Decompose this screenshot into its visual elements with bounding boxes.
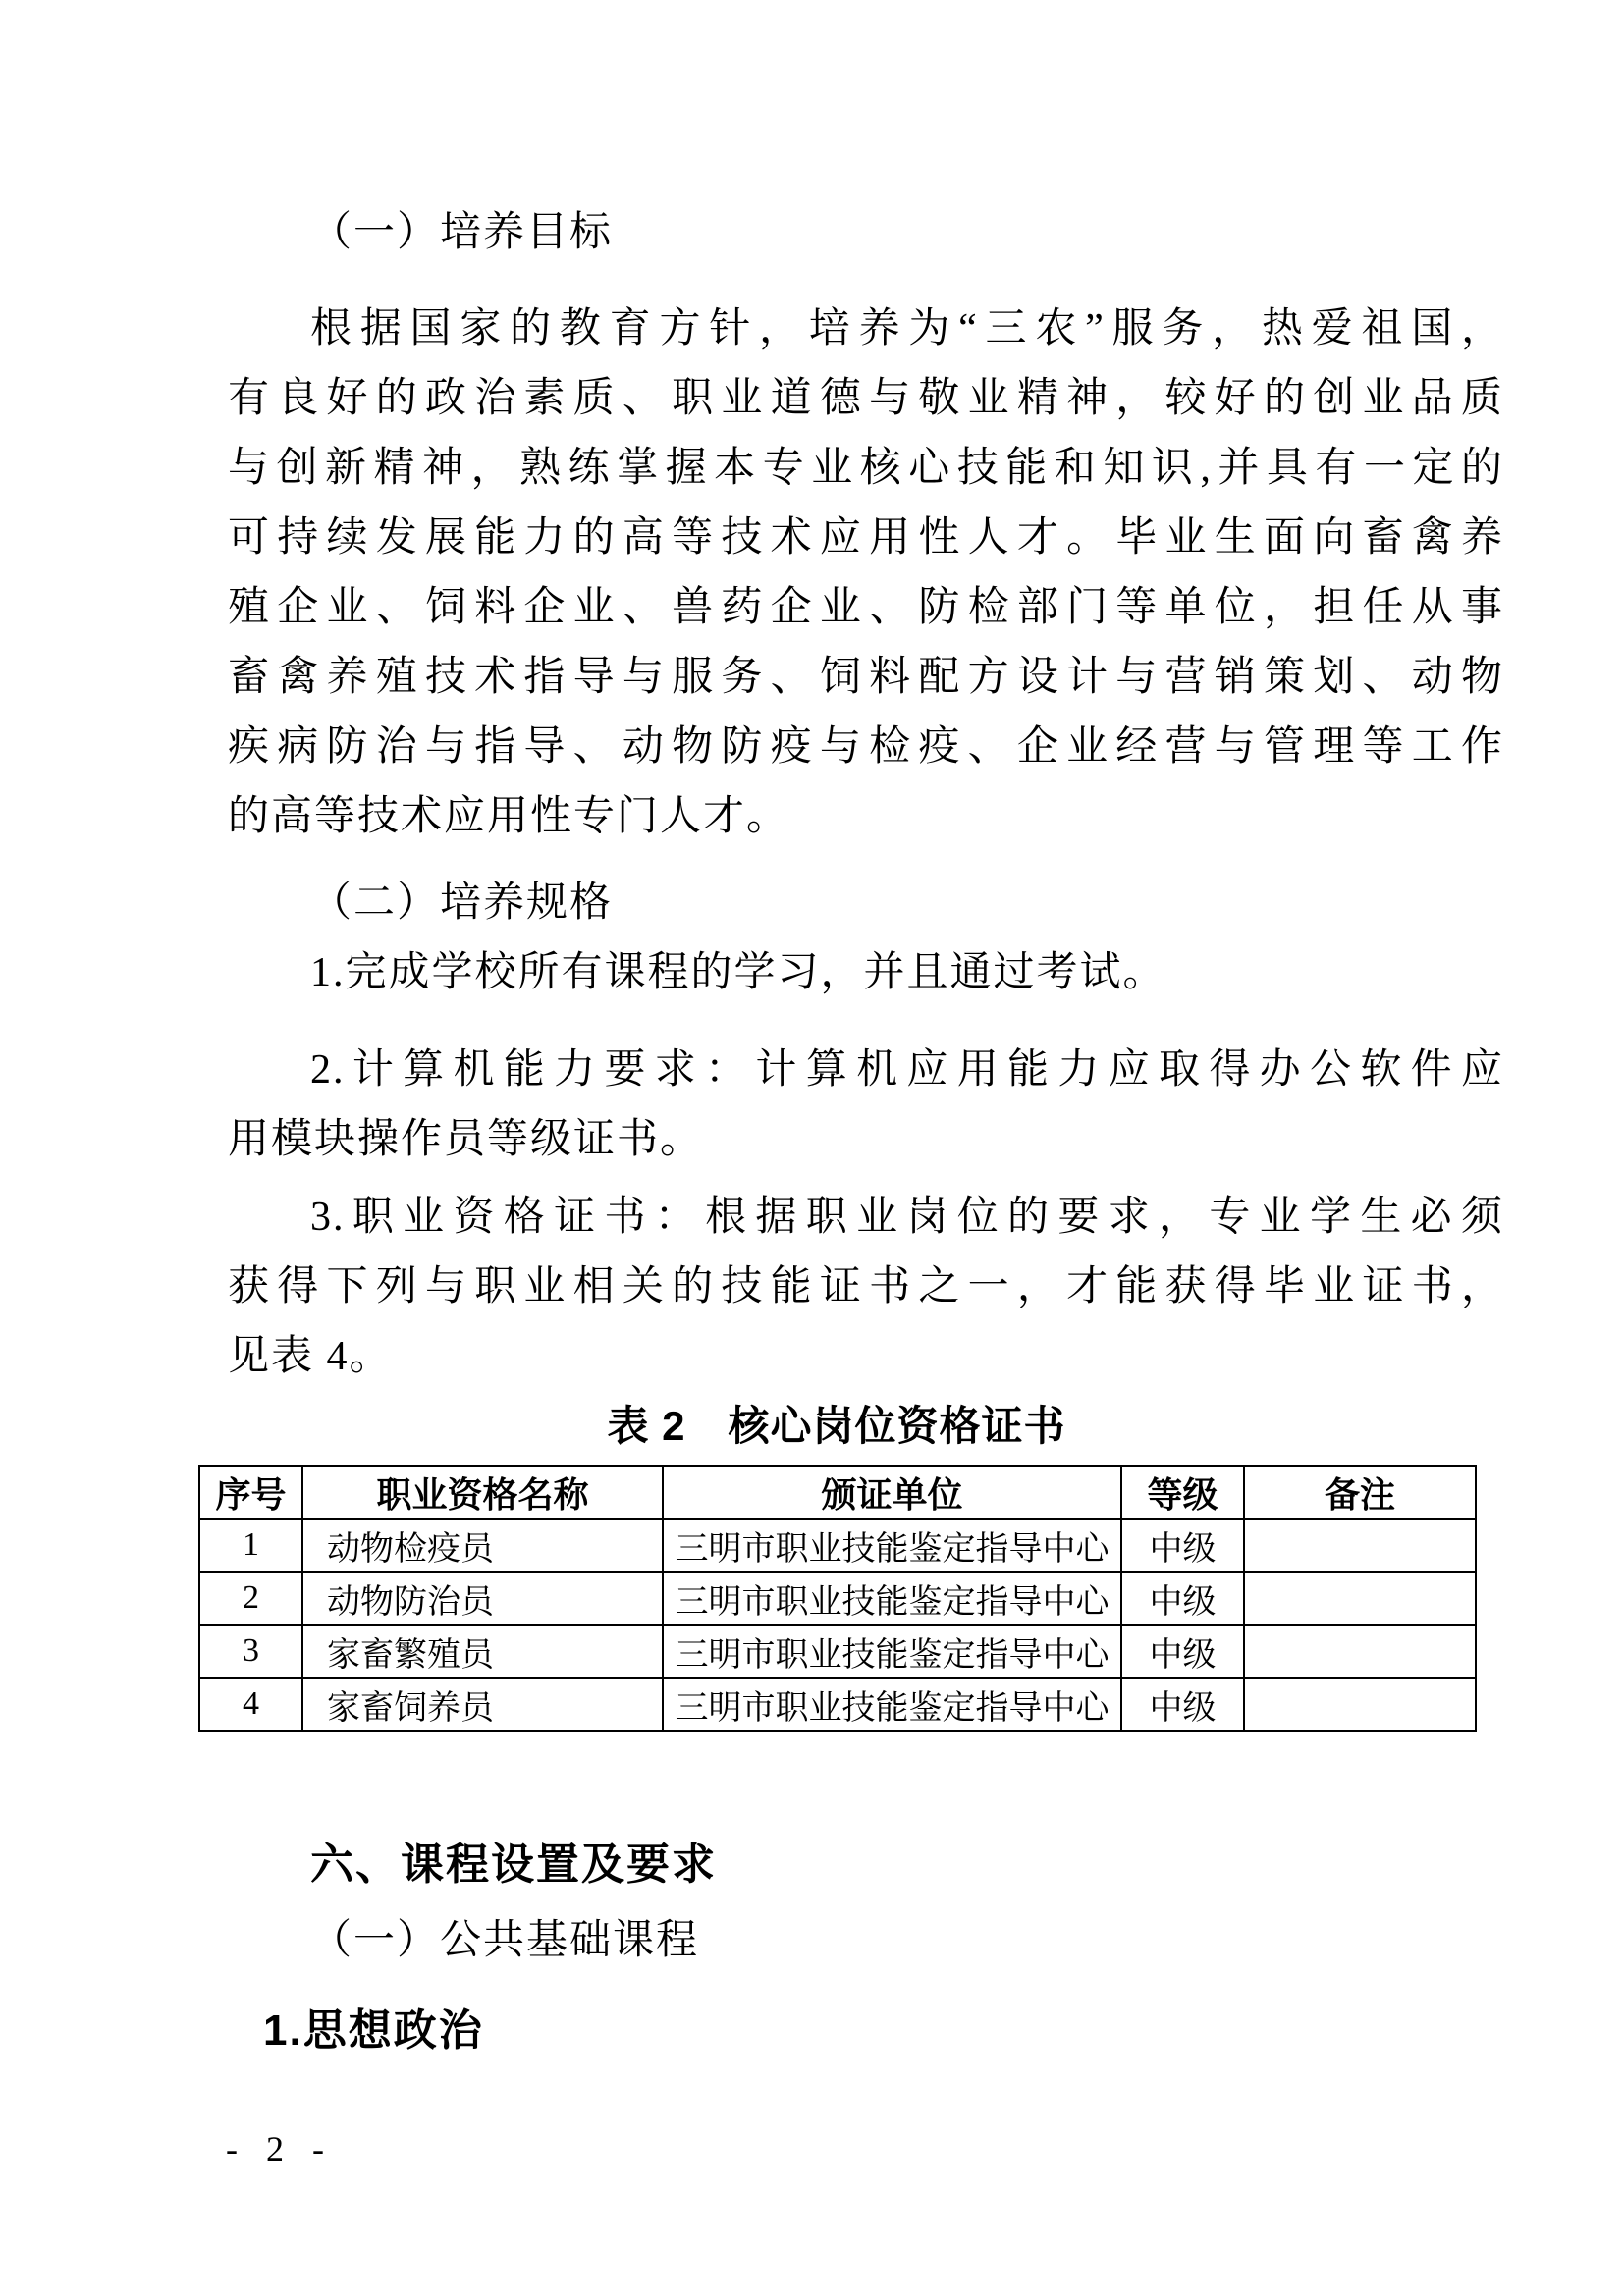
table-cell: 中级 [1121,1678,1244,1731]
table-cell: 三明市职业技能鉴定指导中心 [663,1519,1121,1572]
table-cell: 家畜饲养员 [302,1678,663,1731]
table-row [199,1678,1476,1731]
paragraph-line: 根据国家的教育方针，培养为“三农”服务，热爱祖国， [310,306,1504,351]
table-cell: 动物防治员 [302,1572,663,1625]
table-cell: 三明市职业技能鉴定指导中心 [663,1625,1121,1678]
table-cell: 三明市职业技能鉴定指导中心 [663,1572,1121,1625]
table-row [199,1572,1476,1625]
table-row [199,1519,1476,1572]
paragraph-line: 2.计算机能力要求：计算机应用能力应取得办公软件应 [310,1047,1504,1093]
table-cell [1244,1572,1476,1625]
document-content [0,198,1624,2065]
table-cell: 家畜繁殖员 [302,1625,663,1678]
table-cell: 1 [199,1519,302,1572]
table-cell [1244,1678,1476,1731]
paragraph-line: 殖企业、饲料企业、兽药企业、防检部门等单位，担任从事 [228,585,1504,630]
table-cell: 中级 [1121,1572,1244,1625]
paragraph-line: 获得下列与职业相关的技能证书之一，才能获得毕业证书， [228,1264,1504,1309]
table-cell: 三明市职业技能鉴定指导中心 [663,1678,1121,1731]
list-item-3 [228,1183,1504,1392]
table-cell: 3 [199,1625,302,1678]
table-header-cell: 等级 [1121,1466,1244,1519]
section-heading-public-basic-courses: （一）公共基础课程 [310,1918,700,1963]
table-cell: 4 [199,1678,302,1731]
paragraph-line: 有良好的政治素质、职业道德与敬业精神，较好的创业品质 [228,376,1504,421]
paragraph-line: 畜禽养殖技术指导与服务、饲料配方设计与营销策划、动物 [228,655,1504,700]
chapter-heading-course-setup: 六、课程设置及要求 [310,1841,717,1889]
table-cell: 2 [199,1572,302,1625]
section-heading-training-spec: （二）培养规格 [310,881,614,926]
paragraph-training-goal [228,294,1504,852]
certificate-table [198,1465,1477,1732]
table-header-cell: 备注 [1244,1466,1476,1519]
table-title: 表 2 核心岗位资格证书 [607,1403,1066,1449]
list-item-1: 1.完成学校所有课程的学习，并且通过考试。 [310,950,1166,995]
paragraph-line: 的高等技术应用性专门人才。 [228,794,790,839]
paragraph-line: 与创新精神，熟练掌握本专业核心技能和知识,并具有一定的 [228,446,1504,491]
page-number: - 2 - [226,2129,334,2168]
list-item-2 [228,1036,1504,1175]
paragraph-line: 可持续发展能力的高等技术应用性人才。毕业生面向畜禽养 [228,515,1504,561]
course-heading-ideology-politics: 1.思想政治 [263,2006,484,2055]
table-cell: 动物检疫员 [302,1519,663,1572]
table-header-cell: 颁证单位 [663,1466,1121,1519]
paragraph-line: 见表 4。 [228,1334,393,1379]
table-cell: 中级 [1121,1519,1244,1572]
paragraph-line: 用模块操作员等级证书。 [228,1117,704,1162]
section-heading-training-goal: （一）培养目标 [310,210,614,255]
table-header-cell: 职业资格名称 [302,1466,663,1519]
table-header-row [199,1466,1476,1519]
table-cell: 中级 [1121,1625,1244,1678]
table-row [199,1625,1476,1678]
table-cell [1244,1625,1476,1678]
table-cell [1244,1519,1476,1572]
paragraph-line: 疾病防治与指导、动物防疫与检疫、企业经营与管理等工作 [228,724,1504,770]
paragraph-line: 3.职业资格证书：根据职业岗位的要求，专业学生必须 [310,1195,1504,1240]
table-header-cell: 序号 [199,1466,302,1519]
